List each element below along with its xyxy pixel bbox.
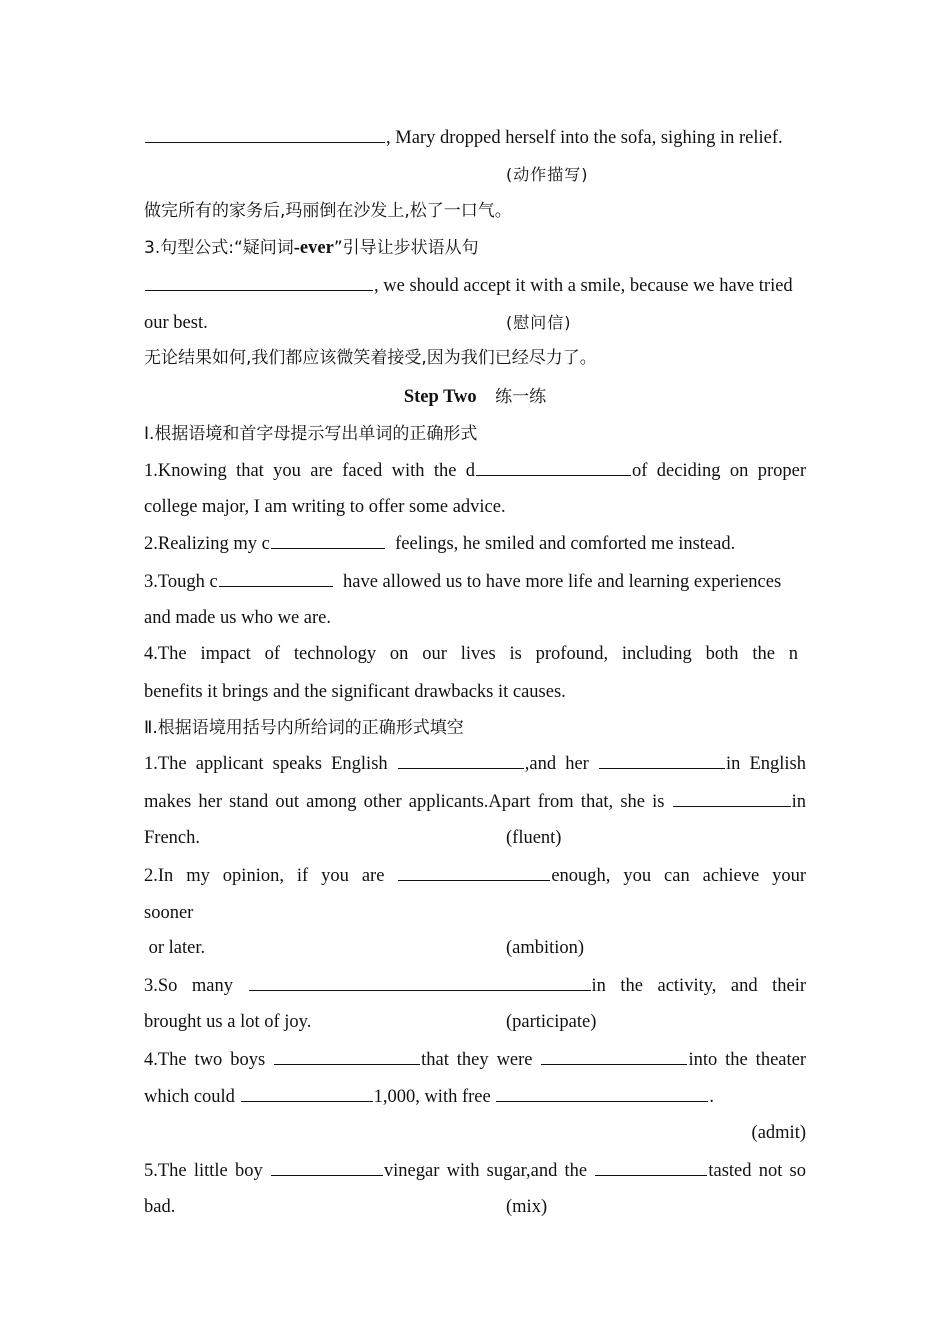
answer-blank[interactable] bbox=[599, 750, 725, 769]
sentence-line-2: , we should accept it with a smile, because we have tried bbox=[144, 272, 806, 298]
part-i-q1-cont: college major, I am writing to offer some advice. bbox=[144, 497, 506, 517]
hint-participate: (participate) bbox=[506, 1012, 597, 1032]
answer-blank[interactable] bbox=[398, 862, 550, 881]
hint-action-description: (动作描写) bbox=[506, 165, 589, 184]
answer-blank[interactable] bbox=[274, 1046, 420, 1065]
answer-blank[interactable] bbox=[271, 530, 385, 549]
sentence-line-2-cont: our best. (慰问信) bbox=[144, 310, 806, 336]
part-i-q4: 4.The impact of technology on our lives is profound, including both the n bbox=[144, 644, 798, 664]
item3-title: 3.句型公式:“疑问词-ever”引导让步状语从句 bbox=[144, 238, 479, 258]
hint-row-1 bbox=[144, 162, 806, 188]
part-ii-q1-end: French. (fluent) bbox=[144, 825, 806, 851]
answer-blank[interactable] bbox=[398, 750, 524, 769]
answer-blank[interactable] bbox=[541, 1046, 687, 1065]
answer-blank[interactable] bbox=[249, 972, 591, 991]
sentence-line-1: , Mary dropped herself into the sofa, sighing in relief. bbox=[144, 124, 806, 150]
part-ii-q3-cont: brought us a lot of joy. (participate) bbox=[144, 1009, 806, 1035]
part-i-title: Ⅰ.根据语境和首字母提示写出单词的正确形式 bbox=[144, 424, 478, 444]
part-i-q3: 3.Tough c have allowed us to have more life and learning experiences bbox=[144, 568, 806, 594]
translation-2: 无论结果如何,我们都应该微笑着接受,因为我们已经尽力了。 bbox=[144, 348, 597, 368]
part-ii-q5: 5.The little boy vinegar with sugar,and the tasted not so bbox=[144, 1157, 806, 1183]
part-ii-title: Ⅱ.根据语境用括号内所给词的正确形式填空 bbox=[144, 718, 464, 738]
part-ii-q1-cont: makes her stand out among other applicants.Apart from that, she is in bbox=[144, 788, 806, 814]
hint-admit: (admit) bbox=[751, 1123, 806, 1143]
hint-condolence-letter: (慰问信) bbox=[506, 313, 572, 332]
part-ii-q4: 4.The two boys that they were into the theater bbox=[144, 1046, 806, 1072]
answer-blank[interactable] bbox=[241, 1083, 373, 1102]
step-two-heading: Step Two 练一练 bbox=[403, 387, 547, 407]
part-ii-q4-cont: which could 1,000, with free . bbox=[144, 1083, 806, 1109]
answer-blank[interactable] bbox=[476, 457, 631, 476]
part-ii-q5-cont: bad. (mix) bbox=[144, 1194, 806, 1220]
part-ii-q2-end: or later. (ambition) bbox=[144, 935, 806, 961]
part-i-q1: 1.Knowing that you are faced with the d of deciding on proper bbox=[144, 457, 806, 483]
answer-blank[interactable] bbox=[496, 1083, 708, 1102]
part-ii-q1: 1.The applicant speaks English ,and her in English bbox=[144, 750, 806, 776]
answer-blank[interactable] bbox=[145, 272, 373, 291]
answer-blank[interactable] bbox=[271, 1157, 383, 1176]
answer-blank[interactable] bbox=[219, 568, 333, 587]
answer-blank[interactable] bbox=[673, 788, 791, 807]
part-ii-q3: 3.So many in the activity, and their bbox=[144, 972, 806, 998]
answer-blank[interactable] bbox=[145, 124, 385, 143]
hint-mix: (mix) bbox=[506, 1197, 548, 1217]
translation-1: 做完所有的家务后,玛丽倒在沙发上,松了一口气。 bbox=[144, 201, 512, 221]
hint-fluent: (fluent) bbox=[506, 828, 562, 848]
part-i-q3-cont: and made us who we are. bbox=[144, 608, 331, 628]
part-ii-q4-hint-row bbox=[144, 1120, 806, 1146]
part-i-q2: 2.Realizing my c feelings, he smiled and comforted me instead. bbox=[144, 530, 806, 556]
hint-ambition: (ambition) bbox=[506, 938, 585, 958]
answer-blank[interactable] bbox=[595, 1157, 707, 1176]
part-ii-q2-cont: sooner bbox=[144, 903, 194, 923]
part-ii-q2: 2.In my opinion, if you are enough, you can achieve your bbox=[144, 862, 806, 888]
part-i-q4-cont: benefits it brings and the significant drawbacks it causes. bbox=[144, 682, 566, 702]
